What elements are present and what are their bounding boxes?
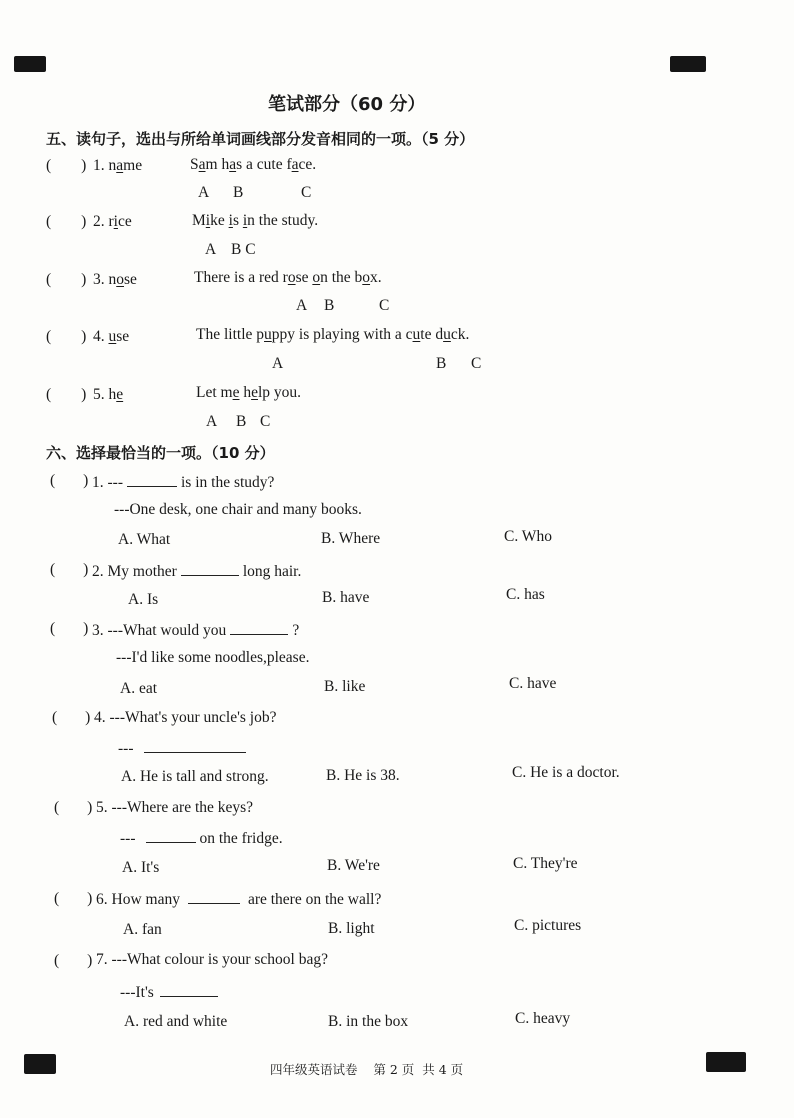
option-a[interactable]: A. eat [120, 680, 158, 697]
option-c[interactable]: C. have [509, 675, 557, 692]
item-sentence: Let me help you. [196, 384, 302, 401]
answer-bracket[interactable]: ( ) [54, 799, 93, 816]
item-word: 5. he [93, 386, 124, 403]
answer-blank[interactable] [181, 561, 239, 576]
answer-bracket[interactable]: ( ) [54, 952, 93, 969]
item-word: 1. name [93, 157, 143, 174]
choice-label-a: A [296, 297, 308, 314]
option-b[interactable]: B. in the box [328, 1013, 409, 1030]
question-text: 7. ---What colour is your school bag? [96, 951, 329, 968]
item-sentence: The little puppy is playing with a cute duck. [196, 326, 470, 343]
answer-bracket[interactable]: ( ) [50, 620, 89, 637]
option-b[interactable]: B. light [328, 920, 375, 937]
option-a[interactable]: A. fan [123, 921, 162, 938]
item-word: 2. rice [93, 213, 132, 230]
registration-mark-bottom-left [24, 1054, 56, 1074]
registration-mark-bottom-right [706, 1052, 746, 1072]
question-text: 3. ---What would you ? [92, 622, 300, 639]
answer-line: ---One desk, one chair and many books. [114, 501, 362, 518]
answer-bracket[interactable]: ( ) [50, 561, 89, 578]
item-sentence: There is a red rose on the box. [194, 269, 382, 286]
choice-label-c: C [260, 413, 271, 430]
answer-bracket[interactable]: ( ) [50, 472, 89, 489]
registration-mark-top-right [670, 56, 706, 72]
answer-bracket[interactable]: ( ) [46, 328, 87, 345]
answer-blank[interactable] [127, 472, 177, 487]
item-word: 3. nose [93, 271, 137, 288]
page-title: 笔试部分（60 分） [268, 94, 426, 115]
choice-label-c: C [301, 184, 312, 201]
item-sentence: Sam has a cute face. [190, 156, 317, 173]
page-footer: 四年级英语试卷 第 2 页 共 4 页 [270, 1062, 464, 1077]
item-sentence: Mike is in the study. [192, 212, 319, 229]
choice-label-a: A [206, 413, 218, 430]
choice-label-a: A [272, 355, 284, 372]
option-c[interactable]: C. pictures [514, 917, 582, 934]
answer-line: ---I'd like some noodles,please. [116, 649, 310, 666]
question-text: 2. My mother long hair. [92, 563, 302, 580]
option-b[interactable]: B. He is 38. [326, 767, 400, 784]
choice-label-bc: B C [231, 241, 256, 258]
choice-label-a: A [205, 241, 217, 258]
section-5-heading: 五、读句子，选出与所给单词画线部分发音相同的一项。（5 分） [46, 130, 475, 148]
item-word: 4. use [93, 328, 130, 345]
choice-label-b: B [236, 413, 247, 430]
answer-bracket[interactable]: ( ) [46, 386, 87, 403]
choice-label-b: B [233, 184, 244, 201]
choice-label-b: B [436, 355, 447, 372]
choice-label-c: C [471, 355, 482, 372]
choice-label-c: C [379, 297, 390, 314]
option-a[interactable]: A. red and white [124, 1013, 228, 1030]
option-c[interactable]: C. He is a doctor. [512, 764, 620, 781]
answer-bracket[interactable]: ( ) [46, 157, 87, 174]
question-text: 1. --- is in the study? [92, 474, 275, 491]
answer-bracket[interactable]: ( ) [46, 271, 87, 288]
option-b[interactable]: B. Where [321, 530, 381, 547]
answer-line: --- on the fridge. [120, 830, 283, 847]
answer-blank[interactable] [188, 889, 240, 904]
choice-label-b: B [324, 297, 335, 314]
option-a[interactable]: A. He is tall and strong. [121, 768, 269, 785]
answer-blank[interactable] [146, 828, 196, 843]
option-c[interactable]: C. Who [504, 528, 552, 545]
option-a[interactable]: A. Is [128, 591, 159, 608]
section-6-heading: 六、选择最恰当的一项。（10 分） [46, 444, 275, 462]
option-c[interactable]: C. They're [513, 855, 578, 872]
option-c[interactable]: C. has [506, 586, 545, 603]
question-text: 4. ---What's your uncle's job? [94, 709, 277, 726]
registration-mark-top-left [14, 56, 46, 72]
answer-blank[interactable] [160, 982, 218, 997]
option-b[interactable]: B. like [324, 678, 366, 695]
answer-blank[interactable] [144, 738, 246, 753]
option-c[interactable]: C. heavy [515, 1010, 571, 1027]
answer-line: ---It's [120, 982, 222, 1002]
answer-line: --- [118, 738, 250, 758]
option-b[interactable]: B. have [322, 589, 370, 606]
answer-blank[interactable] [230, 620, 288, 635]
choice-label-a: A [198, 184, 210, 201]
answer-bracket[interactable]: ( ) [52, 709, 91, 726]
answer-bracket[interactable]: ( ) [46, 213, 87, 230]
question-text: 6. How many are there on the wall? [96, 891, 382, 908]
option-a[interactable]: A. What [118, 531, 171, 548]
option-a[interactable]: A. It's [122, 859, 160, 876]
answer-bracket[interactable]: ( ) [54, 890, 93, 907]
option-b[interactable]: B. We're [327, 857, 380, 874]
question-text: 5. ---Where are the keys? [96, 799, 254, 816]
